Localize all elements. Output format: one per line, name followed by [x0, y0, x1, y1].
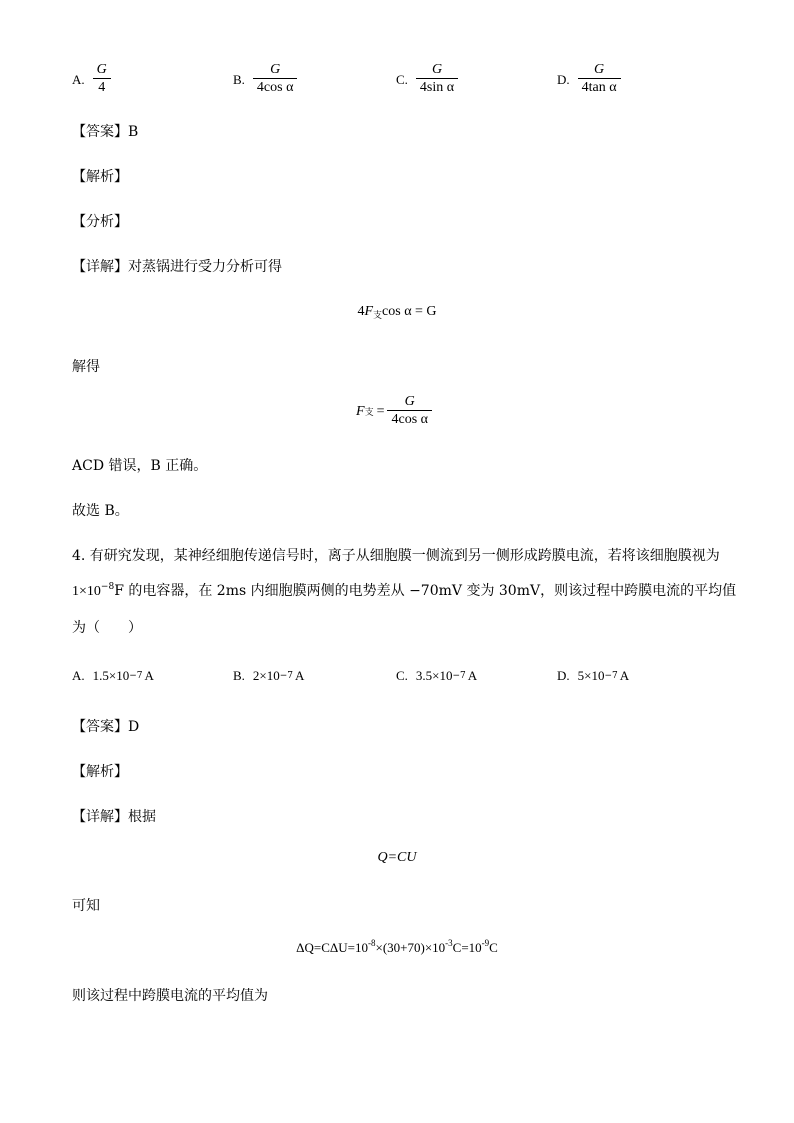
capacitance-base: 1×10: [72, 584, 101, 599]
equals-sign: =: [376, 403, 385, 419]
force-symbol: F: [364, 304, 374, 319]
q4-option-b: B. 2×10 −7 A: [233, 668, 305, 683]
fraction: [253, 62, 298, 97]
numerator: G: [270, 62, 281, 77]
equation-rest: cos α = G: [382, 304, 437, 319]
option-label: A.: [72, 668, 85, 683]
option-label: C.: [396, 668, 408, 683]
numerator: G: [431, 62, 443, 77]
option-unit: A: [144, 668, 154, 683]
q4-option-c: C. 3.5×10 −7 A: [396, 668, 478, 683]
q4-analysis-tag: 【解析】: [72, 764, 128, 780]
q4-answer-line: [72, 716, 139, 736]
numerator: G: [594, 62, 605, 77]
denominator: 4sin α: [419, 80, 455, 95]
eq-exponent: -9: [481, 938, 490, 948]
capacitance-exponent: −8: [100, 582, 115, 592]
option-a: [72, 62, 111, 97]
option-label: C.: [396, 71, 408, 87]
q4-option-a: A. 1.5×10 −7 A: [72, 668, 154, 683]
detail-text: 根据: [128, 809, 156, 825]
equation-solution: F 支 = $\frac{G}{\text{4cos α}}$: [356, 394, 432, 429]
fraction: [387, 394, 432, 429]
fraction: [416, 62, 458, 97]
last-line: 则该过程中跨膜电流的平均值为: [72, 988, 268, 1004]
option-base: 3.5×10: [415, 668, 453, 683]
detail-tag: 【详解】: [72, 259, 128, 275]
force-subscript: 支: [373, 310, 383, 320]
q4-detail-line: [72, 806, 156, 826]
question-4-line-3: 为（ ）: [72, 620, 142, 636]
option-label: B.: [233, 71, 245, 87]
option-d: [557, 62, 621, 97]
equation-q-cu: Q=CU: [377, 850, 417, 865]
option-label: B.: [233, 668, 245, 683]
question-4-line-2: [72, 580, 736, 600]
choice-text: 故选 B。: [72, 503, 129, 519]
answer-value: D: [128, 719, 140, 735]
detail-line: [72, 256, 282, 276]
answer-tag: 【答案】: [72, 124, 128, 140]
eq-exponent: -8: [368, 938, 376, 948]
numerator: G: [404, 394, 415, 409]
eq-part: ΔQ=CΔU=10: [296, 940, 368, 955]
q4-option-d: D. 5×10 −7 A: [557, 668, 630, 683]
fraction: [93, 62, 111, 97]
eq-part: ×(30+70)×10: [375, 940, 446, 955]
denominator: 4cos α: [256, 80, 294, 95]
fenxi-tag: 【分析】: [72, 214, 128, 230]
denominator: 4: [98, 80, 106, 95]
option-base: 5×10: [577, 668, 605, 683]
conclusion-text: ACD 错误，B 正确。: [72, 458, 208, 474]
denominator: 4tan α: [581, 80, 617, 95]
answer-value: B: [128, 124, 139, 140]
equation-force-balance: [0, 304, 794, 320]
analysis-tag: 【解析】: [72, 169, 128, 185]
force-symbol: F: [356, 403, 365, 419]
keyi-text: 可知: [72, 898, 100, 914]
option-b: [233, 62, 297, 97]
question-4-line-2-text: F 的电容器，在 2ms 内细胞膜两侧的电势差从 −70mV 变为 30mV，则该过程中跨膜电流的平均值: [114, 583, 737, 599]
coefficient: 4: [357, 304, 365, 319]
eq-exponent: -3: [445, 938, 453, 948]
option-unit: A: [619, 668, 630, 683]
option-label: A.: [72, 71, 85, 87]
detail-tag: 【详解】: [72, 809, 128, 825]
option-c: [396, 62, 458, 97]
eq-part: C: [489, 940, 498, 955]
option-unit: A: [467, 668, 478, 683]
option-unit: A: [295, 668, 305, 683]
question-4-line-1: 4. 有研究发现，某神经细胞传递信号时，离子从细胞膜一侧流到另一侧形成跨膜电流，若将该细胞膜视为: [72, 548, 720, 564]
option-label: D.: [557, 71, 570, 87]
denominator: 4cos α: [391, 412, 428, 427]
eq-part: C=10: [452, 940, 482, 955]
answer-tag: 【答案】: [72, 719, 128, 735]
fraction: [578, 62, 621, 97]
option-label: D.: [557, 668, 570, 683]
numerator: G: [96, 62, 107, 77]
equation-delta-q: [0, 940, 794, 956]
option-base: 2×10: [252, 668, 280, 683]
option-base: 1.5×10: [92, 668, 130, 683]
solve-text: 解得: [72, 359, 100, 375]
detail-text: 对蒸锅进行受力分析可得: [128, 259, 282, 275]
answer-line: [72, 121, 138, 141]
